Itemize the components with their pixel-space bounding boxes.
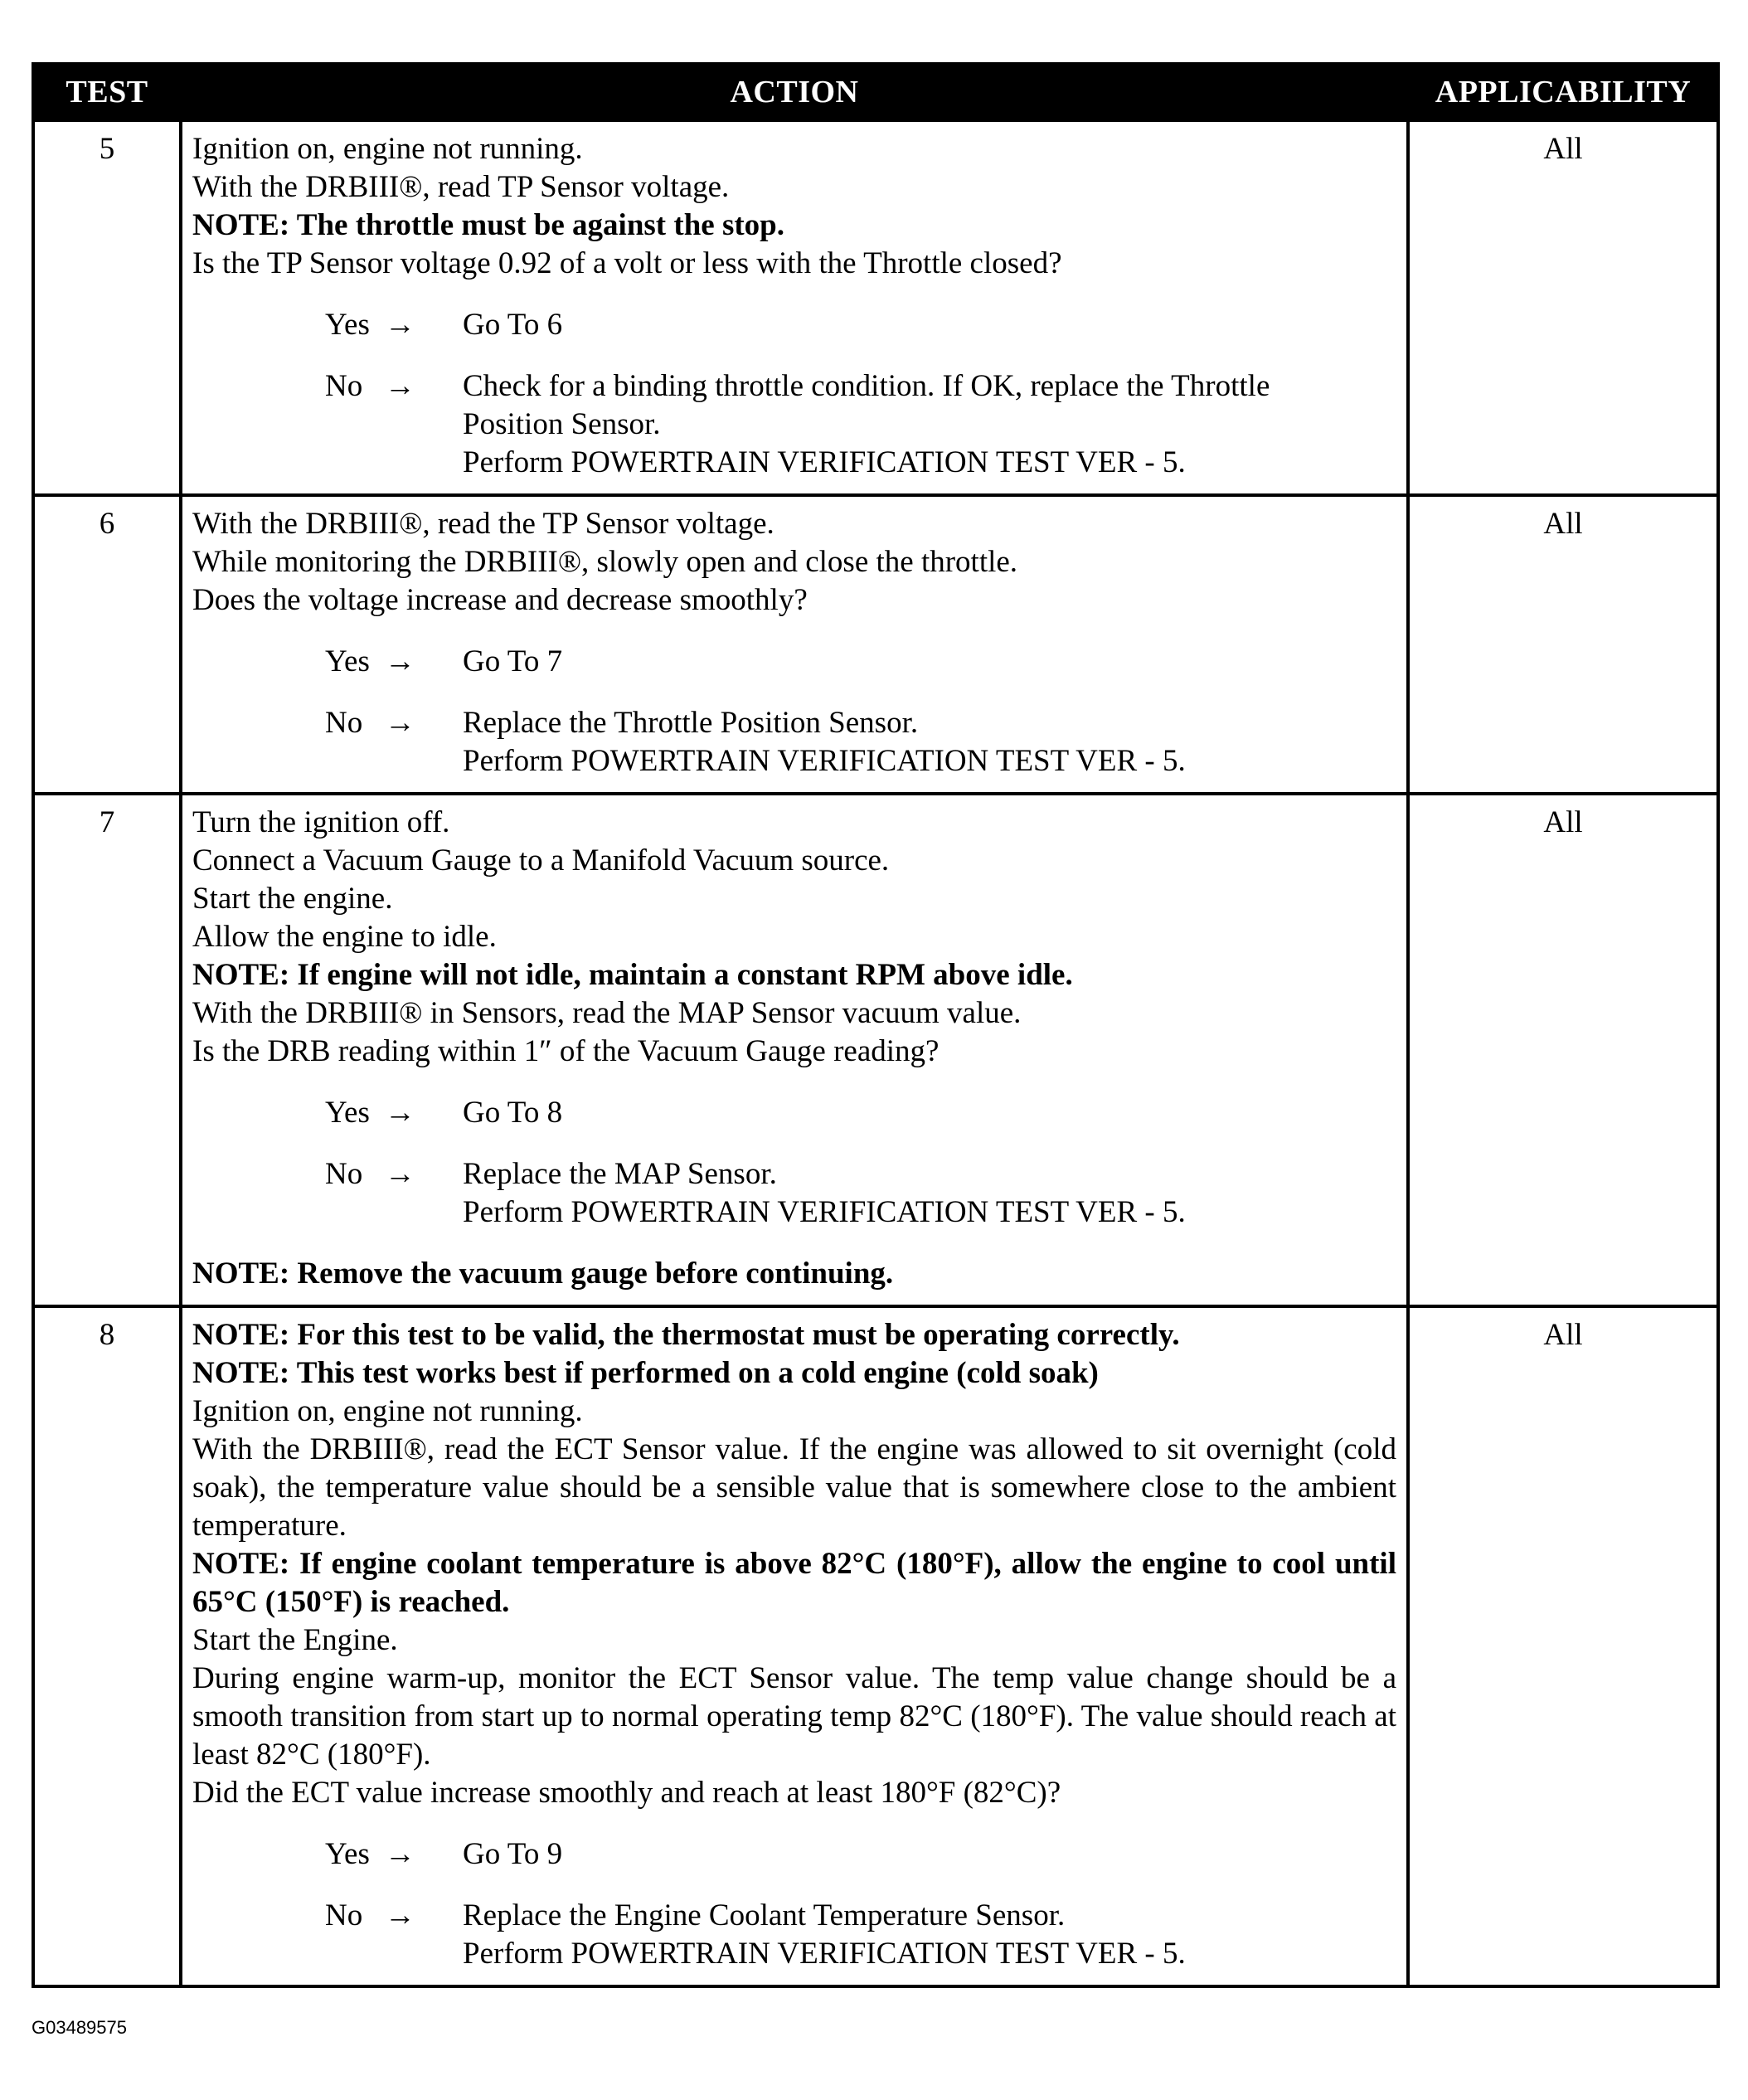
right-arrow-icon: → [385,1096,415,1130]
no-result-line: Perform POWERTRAIN VERIFICATION TEST VER - 5. [463,1937,1186,1971]
right-arrow-icon: → [385,644,415,678]
yes-branch [325,1094,1396,1132]
no-result-line: Perform POWERTRAIN VERIFICATION TEST VER - 5. [463,744,1186,778]
action-text: With the DRBIII®, read the ECT Sensor value. If the engine was allowed to sit overnight (cold soak), the temperature value should be a sensible value that is somewhere close to the ambient temperature. [192,1432,1396,1543]
diagnostic-table [32,62,1720,1988]
action-text: With the DRBIII® in Sensors, read the MAP Sensor vacuum value. [192,996,1022,1030]
right-arrow-icon: → [385,308,415,342]
header-test: TEST [33,64,181,120]
test-number: 8 [33,1306,181,1986]
table-row [33,1306,1718,1986]
applicability-value: All [1408,120,1718,495]
action-cell [181,1306,1408,1986]
no-branch [325,1155,1396,1232]
action-text: With the DRBIII®, read the TP Sensor voltage. [192,507,774,541]
yes-label: Yes [325,308,370,342]
yes-result [463,306,1396,344]
action-text: Ignition on, engine not running. [192,132,583,166]
no-result-line: Perform POWERTRAIN VERIFICATION TEST VER - 5. [463,1195,1186,1229]
action-text: Start the Engine. [192,1623,398,1657]
no-label: No [325,1157,363,1191]
table-row [33,120,1718,495]
applicability-value: All [1408,1306,1718,1986]
right-arrow-icon: → [385,1837,415,1871]
right-arrow-icon: → [385,1898,415,1932]
action-text: While monitoring the DRBIII®, slowly open and close the throttle. [192,545,1018,579]
action-text: Did the ECT value increase smoothly and reach at least 180°F (82°C)? [192,1776,1061,1810]
yes-result-line: Go To 6 [463,308,563,342]
action-text: Ignition on, engine not running. [192,1394,583,1428]
no-result [463,704,1396,780]
yes-result [463,1094,1396,1132]
yes-branch [325,643,1396,681]
action-text: With the DRBIII®, read TP Sensor voltage. [192,170,730,204]
applicability-value: All [1408,495,1718,794]
yes-label: Yes [325,1096,370,1130]
note-text: NOTE: This test works best if performed on a cold engine (cold soak) [192,1356,1099,1390]
yes-branch [325,306,1396,344]
yes-result [463,643,1396,681]
action-text: Connect a Vacuum Gauge to a Manifold Vacuum source. [192,843,890,877]
right-arrow-icon: → [385,369,415,403]
action-text: Is the DRB reading within 1″ of the Vacuum Gauge reading? [192,1034,940,1068]
right-arrow-icon: → [385,706,415,740]
test-number: 6 [33,495,181,794]
table-row [33,495,1718,794]
right-arrow-icon: → [385,1157,415,1191]
action-text: Does the voltage increase and decrease smoothly? [192,583,808,617]
header-action: ACTION [181,64,1408,120]
no-branch [325,1897,1396,1973]
applicability-value: All [1408,794,1718,1306]
yes-result [463,1835,1396,1874]
no-result [463,1897,1396,1973]
yes-result-line: Go To 7 [463,644,563,678]
no-label: No [325,706,363,740]
no-result-line: Check for a binding throttle condition. If OK, replace the Throttle [463,369,1270,403]
table-body [33,120,1718,1986]
figure-code: G03489575 [32,2017,127,2038]
note-text: NOTE: If engine coolant temperature is above 82°C (180°F), allow the engine to cool until 65°C (150°F) is reached. [192,1547,1396,1619]
action-cell [181,794,1408,1306]
no-result [463,1155,1396,1232]
action-text: Allow the engine to idle. [192,920,497,954]
yes-result-line: Go To 8 [463,1096,563,1130]
no-result-line: Position Sensor. [463,407,661,441]
no-branch [325,367,1396,482]
note-text: NOTE: The throttle must be against the stop. [192,208,785,242]
action-text: Start the engine. [192,882,393,916]
no-result [463,367,1396,482]
table-row [33,794,1718,1306]
no-result-line: Perform POWERTRAIN VERIFICATION TEST VER - 5. [463,445,1186,479]
test-number: 5 [33,120,181,495]
yes-label: Yes [325,1837,370,1871]
note-text: NOTE: For this test to be valid, the thermostat must be operating correctly. [192,1318,1180,1352]
yes-result-line: Go To 9 [463,1837,563,1871]
after-note: NOTE: Remove the vacuum gauge before continuing. [192,1257,894,1291]
test-number: 7 [33,794,181,1306]
action-cell [181,495,1408,794]
note-text: NOTE: If engine will not idle, maintain a constant RPM above idle. [192,958,1073,992]
action-text: Turn the ignition off. [192,805,450,839]
no-result-line: Replace the MAP Sensor. [463,1157,777,1191]
no-branch [325,704,1396,780]
no-result-line: Replace the Throttle Position Sensor. [463,706,919,740]
no-label: No [325,369,363,403]
action-text: During engine warm-up, monitor the ECT Sensor value. The temp value change should be a smooth transition from start up to normal operating temp 82°C (180°F). The value should reach at least 82°C (180°F). [192,1661,1396,1772]
action-cell [181,120,1408,495]
yes-label: Yes [325,644,370,678]
header-applicability: APPLICABILITY [1408,64,1718,120]
no-label: No [325,1898,363,1932]
yes-branch [325,1835,1396,1874]
diagnostic-procedure [32,62,1716,1988]
action-text: Is the TP Sensor voltage 0.92 of a volt or less with the Throttle closed? [192,246,1062,280]
table-header-row [33,64,1718,120]
no-result-line: Replace the Engine Coolant Temperature Sensor. [463,1898,1066,1932]
